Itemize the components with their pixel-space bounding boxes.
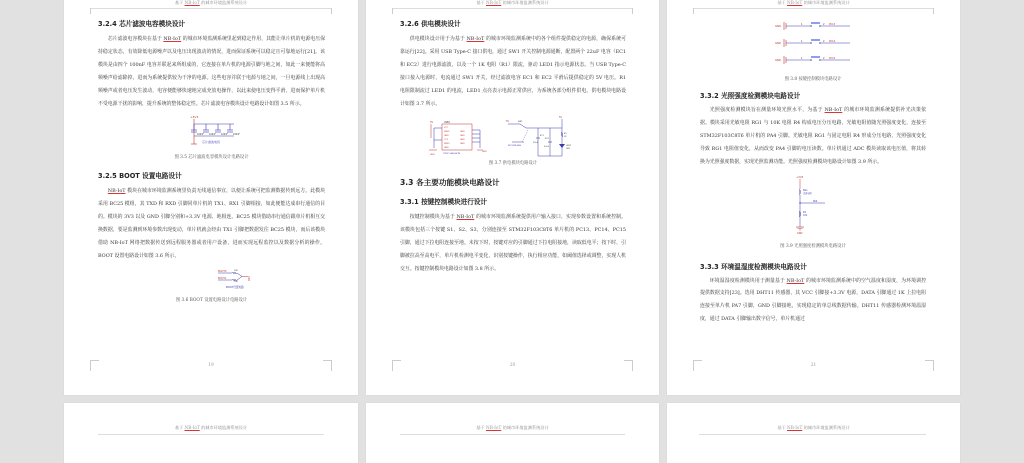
figure-3-5	[98, 114, 325, 154]
header-suffix: 的城市环境监测系统设计	[501, 0, 549, 5]
svg-text:芯片滤波电容: 芯片滤波电容	[202, 140, 221, 145]
figure-caption: 图 3.5 芯片滤波电容模块设计电路设计	[174, 155, 249, 161]
para-text: 模块在城市环境监测系统里负责无线通信事宜，以便让系统可把监测数据传到远方。此模块采用 BC25 模组，其 TXD 和 RXD 引脚同单片机的 TX1、RX1 引脚相接，如此便能达成串行通信的目的。模块的 3V3 以及 GND 引脚分别和+3.3V 电源、地相连。BC25 模块借助串行通信跟单片机相互交换数据，要是监测到环境参数出现变动，单片机就会经由 TX1 引脚把数据发往 BC25 模块，而后该模块借助 NB-IoT 网络把数据传送到远程服务器或者用户设备，进而实现远程监控以及数据分析的操作。 BOOT 设置电路设计如图 3.6 所示。	[98, 188, 325, 259]
filter-capacitor-schematic	[98, 114, 325, 154]
header-suffix: 的城市环境监测系统设计	[199, 0, 248, 5]
page-number: 21	[810, 363, 817, 368]
page-20	[366, 0, 659, 395]
running-header	[64, 0, 358, 8]
figure-caption: 图 3.9 光照强度检测模块电路设计	[780, 243, 846, 249]
page-body	[700, 16, 926, 327]
svg-text:PA4: PA4	[813, 199, 818, 203]
light-sensor-schematic	[700, 173, 926, 253]
svg-text:100nF: 100nF	[209, 133, 216, 137]
svg-text:PC15: PC15	[829, 57, 836, 60]
header-prefix: 基于	[777, 425, 788, 430]
power-supply-schematic	[400, 114, 626, 160]
svg-text:PC14: PC14	[829, 40, 836, 43]
button-schematic	[700, 16, 926, 74]
svg-text:2: 2	[823, 57, 825, 60]
header-suffix: 的城市环境监测系统设计	[802, 425, 850, 430]
header-iot: NB-IoT	[787, 0, 803, 5]
para-iot: NB-IoT	[107, 188, 126, 195]
header-suffix: 的城市环境监测系统设计	[802, 0, 850, 5]
header-prefix: 基于	[476, 425, 487, 430]
para-text: 的城市环境监测系统提供补光决策依据。模块采用光敏电阻 RG1 与 10K 电阻 R4 构成电压分压电路，光敏电阻值随光照强度变化，连接至 STM32F103C8T6 单片机的 PA4 引脚。光敏电阻 RG1 与固定电阻 R4 形成分压电路，光照强度变化导致 RG1 电阻值变化，从而改变 PA4 引脚的电压读数。单片机通过 ADC 模块读取该电压值，将其转换为光照强度数据，实现光照监测功能。光照强度检测模块电路设计如图 3.9 所示。	[700, 107, 926, 165]
chapter-heading: 3.3 各主要功能模块电路设计	[400, 178, 500, 188]
header-suffix: 的城市环境监测系统设计	[501, 425, 549, 430]
svg-text:GND: GND	[444, 135, 449, 138]
page-22-partial	[64, 403, 358, 463]
running-header	[64, 425, 358, 433]
svg-text:GND: GND	[430, 154, 435, 157]
page-24-partial	[667, 403, 960, 463]
svg-text:+3V3: +3V3	[190, 115, 199, 120]
svg-text:BOOT0: BOOT0	[218, 269, 227, 273]
running-header	[667, 0, 960, 8]
svg-text:+3V3: +3V3	[796, 175, 804, 179]
svg-text:R1: R1	[564, 133, 567, 136]
figure-caption: 图 3.6 BOOT 设置电路设计电路设计	[175, 297, 248, 303]
para-text: 芯片滤波电容模块在基于	[107, 36, 164, 42]
running-header	[667, 425, 960, 433]
svg-text:GND: GND	[460, 139, 465, 142]
para-text: 光照强度检测模块旨在测量环境光照水平，为基于	[709, 107, 825, 113]
svg-text:R4: R4	[803, 210, 806, 214]
svg-text:10K: 10K	[234, 280, 238, 283]
page-21	[667, 0, 960, 395]
header-suffix: 的城市环境监测系统设计	[199, 425, 248, 430]
figure-3-7	[400, 114, 626, 160]
svg-text:BOOT设置电路: BOOT设置电路	[226, 285, 244, 289]
section-paragraph	[98, 185, 325, 262]
figure-caption: 图 3.8 按键控制模块电路设计	[784, 77, 842, 82]
svg-text:2: 2	[823, 40, 825, 43]
section-paragraph	[400, 211, 626, 276]
svg-text:RG1: RG1	[803, 188, 808, 192]
svg-text:2: 2	[823, 23, 825, 26]
svg-text:KFT-3RP-6XA: KFT-3RP-6XA	[508, 145, 521, 148]
svg-text:GND: GND	[775, 25, 781, 28]
svg-text:GND: GND	[460, 143, 465, 146]
margin-corner-tr	[624, 8, 633, 14]
header-rule	[699, 434, 926, 435]
para-text: 的城市环境监测系统中的各个组件提供稳定的电源，确保系统可靠运行[22]。采用 USB Type-C 接口供电，通过 SW1 开关控制电源通断，配置两个 22uF 电容（EC1 和 EC2）进行电源滤波，以及一个 1K 电阻（R1）限流，驱动 LED1 指示电源状态。当 USB Type-C 接口接入电源时，电流通过 SW1 开关，经过滤波电容 EC1 和 EC2 平滑后提供稳定的 5V 电压。R1 电阻限制流过 LED1 的电流，LED1 点亮表示电源正常供应，为系统各部分组件供电。供电模块电路设计如图 3.7 所示。	[400, 36, 626, 107]
svg-text:10K: 10K	[803, 213, 808, 217]
para-iot: NB-IoT	[786, 277, 805, 284]
para-text: 供电模块设计用于为基于	[409, 36, 467, 42]
svg-text:1: 1	[801, 23, 803, 26]
svg-text:GND: GND	[247, 275, 250, 281]
margin-corner-tl	[392, 8, 401, 14]
button-row-s1	[775, 22, 850, 30]
svg-text:GND: GND	[444, 147, 449, 150]
running-header	[366, 425, 659, 433]
para-iot: NB-IoT	[466, 36, 485, 42]
svg-text:5V: 5V	[506, 120, 510, 124]
svg-text:VCC: VCC	[444, 127, 449, 130]
boot-circuit-schematic	[98, 265, 325, 297]
svg-text:BOOT1: BOOT1	[218, 276, 227, 280]
svg-text:GND: GND	[775, 59, 781, 62]
svg-text:VBUS: VBUS	[444, 131, 450, 134]
header-iot: NB-IoT	[184, 425, 200, 430]
svg-text:GND: GND	[482, 151, 487, 154]
page-body	[400, 18, 626, 276]
svg-text:1K: 1K	[564, 136, 567, 139]
svg-text:USB1: USB1	[444, 121, 450, 125]
svg-text:GND: GND	[797, 231, 803, 235]
running-header	[366, 0, 659, 8]
svg-text:10K: 10K	[234, 269, 238, 272]
svg-text:22uF: 22uF	[533, 142, 538, 145]
svg-text:EC1: EC1	[540, 135, 544, 138]
button-row-s2	[775, 39, 850, 47]
header-rule	[90, 8, 332, 9]
header-rule	[400, 434, 625, 435]
button-row-s3	[775, 56, 850, 64]
page-body	[98, 18, 325, 303]
margin-corner-tr	[925, 8, 934, 14]
svg-text:100nF: 100nF	[197, 133, 204, 137]
page-number: 20	[509, 363, 516, 368]
margin-corner-tl	[693, 8, 702, 14]
section-paragraph	[400, 33, 626, 110]
section-paragraph	[98, 33, 325, 110]
svg-text:PC13: PC13	[829, 23, 836, 26]
header-prefix: 基于	[777, 0, 788, 5]
para-text: 环境温湿度检测模块用于测量基于	[709, 277, 787, 284]
header-rule	[693, 8, 934, 9]
header-prefix: 基于	[476, 0, 487, 5]
header-iot: NB-IoT	[486, 425, 502, 430]
para-iot: NB-IoT	[163, 36, 182, 42]
page-19	[64, 0, 358, 395]
figure-3-6	[98, 265, 325, 297]
section-heading: 3.2.6 供电模块设计	[400, 20, 461, 28]
svg-text:SW1: SW1	[518, 121, 523, 124]
section-paragraph	[700, 275, 926, 327]
header-iot: NB-IoT	[787, 425, 803, 430]
header-prefix: 基于	[174, 425, 185, 430]
svg-text:GND: GND	[460, 135, 465, 138]
svg-text:LED: LED	[566, 148, 570, 151]
svg-text:EC2: EC2	[545, 138, 549, 141]
section-heading: 3.2.4 芯片滤波电容模块设计	[98, 20, 186, 28]
header-rule	[98, 434, 324, 435]
svg-text:1: 1	[801, 40, 803, 43]
section-heading: 3.3.2 光照强度检测模块电路设计	[700, 92, 801, 100]
svg-text:VBUS: VBUS	[444, 143, 450, 146]
svg-text:100nF: 100nF	[233, 133, 240, 137]
svg-text:CC2: CC2	[444, 139, 449, 142]
para-text: 的城市环境监测系统里起到稳定作用，其能让单片机的电源电压保持稳定状态，有效降低电源噪声以及电压出现波动的情况，进而保证系统可以稳定且可靠地运行[21]。该模块是由四个 100nF 电容并联起来所组成的，它连接在单片机的电源引脚与地之间，如此一来便能将高频噪声给滤除掉，进而为系统提供较为干净的电源。这些电容并联于电源与地之间，一旦电源线上出现高频噪声或者电压发生波动，电容便能够快速地完成充放电操作，以此来使电压变得平滑，进而保护单片机不受电源干扰的影响，提升系统的整体稳定性。芯片滤波电容模块设计电路设计如图 3.5 所示。	[98, 36, 325, 107]
para-iot: NB-IoT	[456, 214, 475, 221]
svg-text:GND: GND	[775, 42, 781, 45]
header-iot: NB-IoT	[184, 0, 200, 5]
figure-3-8	[700, 16, 926, 74]
svg-text:22uF: 22uF	[544, 146, 549, 149]
section-heading: 3.2.5 BOOT 设置电路设计	[98, 172, 182, 181]
page-number: 19	[208, 363, 214, 368]
header-rule	[392, 8, 633, 9]
svg-text:光敏电阻: 光敏电阻	[803, 191, 812, 195]
page-23-partial	[366, 403, 659, 463]
header-iot: NB-IoT	[486, 0, 502, 5]
svg-text:100nF: 100nF	[221, 133, 228, 137]
svg-text:5V: 5V	[430, 121, 434, 125]
figure-3-9	[700, 173, 926, 253]
svg-text:GND: GND	[460, 131, 465, 134]
figure-caption: 图 3.7 供电模块电路设计	[488, 161, 538, 167]
section-paragraph	[700, 104, 926, 169]
header-prefix: 基于	[174, 0, 185, 5]
para-text: 按键控制模块为基于	[409, 214, 457, 221]
para-text: 的城市环境监测系统提供用户输入接口，实现参数设置和系统控制。该模块包括三个按键 S1、S2、S3，分别连接至 STM32F103C8T6 单片机的 PC13、PC14、PC15 引脚，通过下拉电阻连接至地。未按下时，按键对应的引脚通过下拉电阻接地，读取低电平；按下时，引脚被拉高至高电平，单片机检测电平变化，识别按键操作，执行相应功能，如阈值选择或调整，实现人机交互。按键控制模块电路设计如图 3.8 所示。	[400, 214, 626, 273]
para-iot: NB-IoT	[824, 107, 843, 113]
svg-text:1: 1	[801, 57, 803, 60]
para-text: 的城市环境监测系统中的空气温度和湿度，为环境调控提供数据支持[23]。选用 DHT11 传感器，其 VCC 引脚接+3.3V 电源，DATA 引脚通过 1K 上拉电阻连接至单片机 PA7 引脚，GND 引脚接地，实现稳定的单总线数据传输。DHT11 传感器检测环境温湿度，通过 DATA 引脚输出数字信号，单片机通过	[700, 277, 926, 323]
margin-corner-tl	[90, 8, 99, 14]
margin-corner-tr	[323, 8, 332, 14]
section-heading: 3.3.1 按键控制模块进行设计	[400, 198, 488, 207]
svg-text:LED1: LED1	[566, 145, 572, 148]
section-heading: 3.3.3 环境温湿度检测模块电路设计	[700, 262, 807, 271]
svg-text:5V: 5V	[559, 116, 563, 120]
svg-text:TYPEC-304D-BCP6: TYPEC-304D-BCP6	[443, 153, 461, 156]
